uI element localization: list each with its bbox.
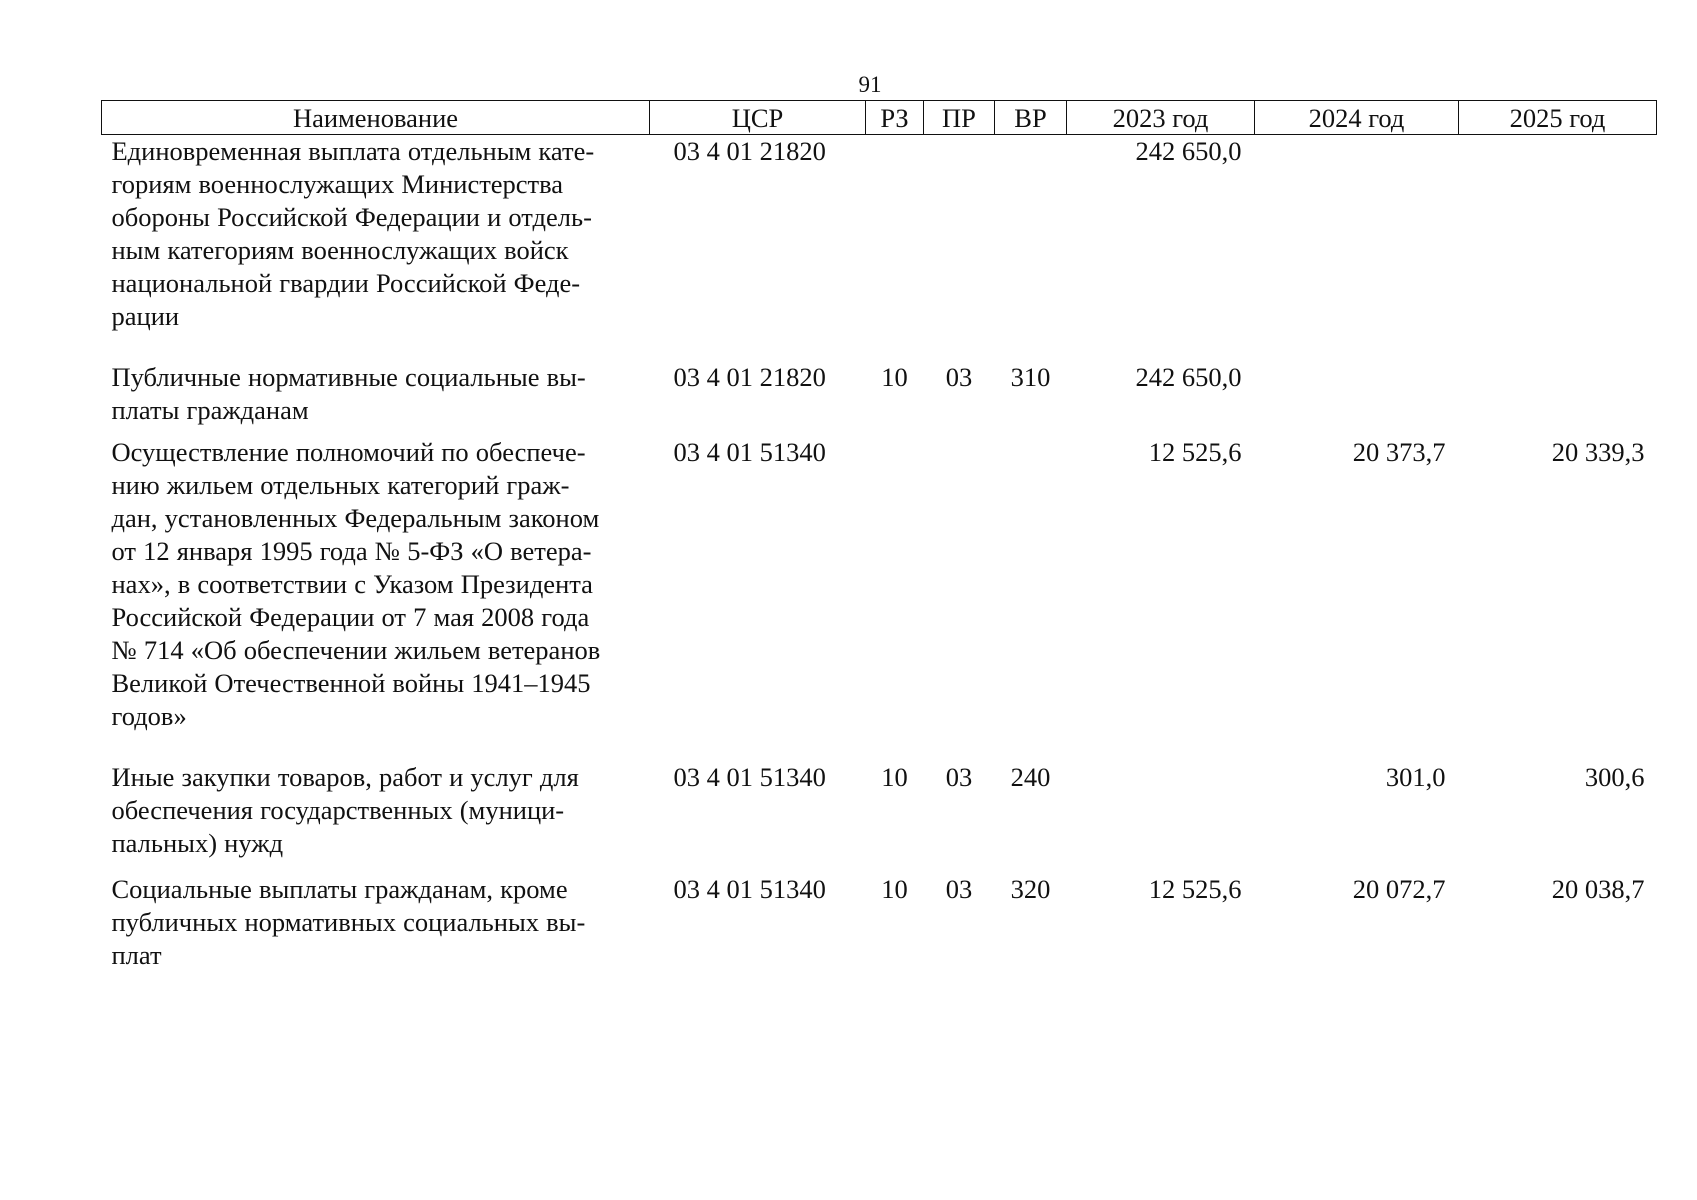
row-csr: 03 4 01 51340: [673, 874, 826, 904]
table-row: [102, 761, 1657, 873]
row-vr: 320: [1010, 874, 1051, 904]
header-rz: РЗ: [866, 101, 924, 135]
row-rz: 10: [881, 874, 908, 904]
table-header: [102, 101, 1657, 135]
row-vr: [995, 436, 1067, 761]
row-pr: [924, 135, 995, 362]
row-amount-2024: 301,0: [1385, 762, 1446, 792]
row-name: Осуществление полномочий по обеспече- нию жильем отдельных категорий граж- дан, установленных Федеральным законом от 12 января 1995 года № 5-ФЗ «О ветера- нах», в соответствии с Указом Президента Российской Федерации от 7 мая 2008 года № 714 «Об обеспечении жильем ветеранов Великой Отечественной войны 1941–1945 годов»: [111, 437, 601, 731]
row-pr: 03: [945, 762, 973, 792]
table-row: [102, 361, 1657, 436]
row-name: Единовременная выплата отдельным кате- гориям военнослужащих Министерства обороны Российской Федерации и отдель- ным категориям военнослужащих войск национальной гвардии Российской Феде- рации: [111, 136, 595, 331]
row-amount-2025: [1459, 361, 1657, 436]
row-pr: [924, 436, 995, 761]
header-2023: 2023 год: [1067, 101, 1255, 135]
row-amount-2024: [1255, 361, 1459, 436]
header-2025: 2025 год: [1459, 101, 1657, 135]
row-vr: 240: [1010, 762, 1051, 792]
row-rz: [866, 436, 924, 761]
header-csr: ЦСР: [650, 101, 866, 135]
row-amount-2024: [1255, 135, 1459, 362]
row-amount-2025: 300,6: [1584, 762, 1645, 792]
table-row: [102, 436, 1657, 761]
row-vr: [995, 135, 1067, 362]
table-row: [102, 135, 1657, 362]
row-amount-2025: 20 339,3: [1551, 437, 1645, 467]
row-rz: 10: [881, 762, 908, 792]
row-amount-2023: 12 525,6: [1148, 437, 1242, 467]
row-amount-2025: 20 038,7: [1551, 874, 1645, 904]
row-amount-2023: [1067, 761, 1255, 873]
row-pr: 03: [945, 362, 973, 392]
row-vr: 310: [1010, 362, 1051, 392]
header-vr: ВР: [995, 101, 1067, 135]
budget-table: [101, 100, 1657, 972]
row-amount-2023: 12 525,6: [1148, 874, 1242, 904]
row-amount-2025: [1459, 135, 1657, 362]
row-csr: 03 4 01 51340: [673, 762, 826, 792]
row-amount-2023: 242 650,0: [1135, 362, 1242, 392]
header-2024: 2024 год: [1255, 101, 1459, 135]
page-number: 91: [858, 72, 882, 97]
table-body: [102, 135, 1657, 973]
row-rz: [866, 135, 924, 362]
row-name: Иные закупки товаров, работ и услуг для обеспечения государственных (муници- пальных) нужд: [111, 762, 579, 858]
row-amount-2024: 20 072,7: [1352, 874, 1446, 904]
header-pr: ПР: [924, 101, 995, 135]
row-csr: 03 4 01 51340: [673, 437, 826, 467]
row-csr: 03 4 01 21820: [673, 362, 826, 392]
row-rz: 10: [881, 362, 908, 392]
row-pr: 03: [945, 874, 973, 904]
row-csr: 03 4 01 21820: [673, 136, 826, 166]
table-row: [102, 873, 1657, 972]
row-amount-2024: 20 373,7: [1352, 437, 1446, 467]
row-name: Публичные нормативные социальные вы- платы гражданам: [111, 362, 586, 425]
header-name: Наименование: [102, 101, 650, 135]
row-amount-2023: 242 650,0: [1135, 136, 1242, 166]
row-name: Социальные выплаты гражданам, кроме публичных нормативных социальных вы- плат: [111, 874, 586, 970]
